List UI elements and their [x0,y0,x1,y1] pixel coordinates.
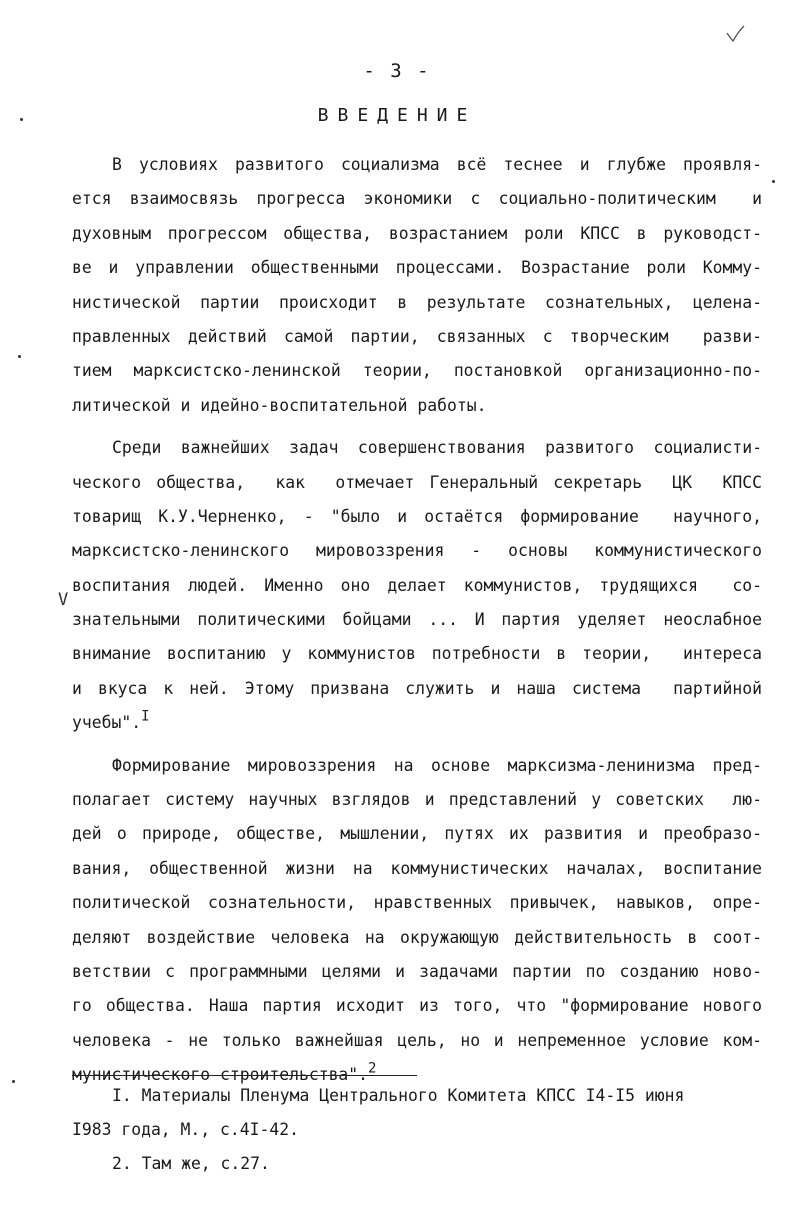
text-line-content: внимание воспитанию у коммунистов потребности в теории, интереса [72,644,762,664]
text-line [72,817,762,851]
text-line [72,569,762,603]
text-line-content: Среди важнейших задач совершенствования развитого социалисти- [112,438,762,458]
text-line-content: учебы". [72,713,142,733]
text-line [72,852,762,886]
text-line-content: воспитания людей. Именно оно делает коммунистов, трудящихся со- [72,575,762,595]
footnote-line: I983 года, М., с.4I-42. [72,1120,299,1139]
text-line-content: деляют воздействие человека на окружающую действительность в соот- [72,927,762,947]
margin-dot [772,180,775,183]
text-line-content: В условиях развитого социализма всё теснее и глубже проявля- [112,155,762,174]
text-line [72,955,762,989]
text-line [72,783,762,817]
margin-dot [12,1080,15,1083]
text-line [72,286,762,320]
text-line-content: вания, общественной жизни на коммунистических началах, воспитание [72,858,762,878]
margin-dot [20,118,23,121]
text-line [72,148,762,182]
text-line-content: дей о природе, обществе, мышлении, путях их развития и преобразо- [72,824,762,844]
text-line-content: ется взаимосвязь прогресса экономики с социально-политическим и [72,189,762,209]
margin-mark: V [58,590,69,610]
paragraph-gap [72,741,762,749]
text-line-content: знательными политическими бойцами ... И партия уделяет неослабное [72,610,762,630]
text-line [72,182,762,216]
text-line-content: духовным прогрессом общества, возрастанием роли КПСС в руководст- [72,223,762,243]
page-title: ВВЕДЕНИЕ [317,105,477,126]
text-line-content: правленных действий самой партии, связанных с творческим разви- [72,326,762,346]
text-line [72,637,762,671]
body-text [72,148,762,1093]
text-line [72,466,762,500]
page-number: - 3 - [363,60,431,82]
text-line-content: литической и идейно-воспитательной работы. [72,395,487,415]
footnote-divider [72,1075,417,1076]
text-line [72,534,762,568]
text-line [72,886,762,920]
text-line-content: нистической партии происходит в результате сознательных, целена- [72,292,762,312]
text-line-content: и вкуса к ней. Этому призвана служить и наша система партийной [72,678,762,698]
text-line-content: человека - не только важнейшая цель, но и непременное условие ком- [72,1030,762,1050]
text-line [72,603,762,637]
checkmark-icon [724,22,746,44]
text-line-content: полагает систему научных взглядов и представлений у советских лю- [72,790,762,810]
text-line [72,672,762,706]
footnote-line: 2. Там же, с.27. [112,1154,270,1173]
text-line [72,706,762,740]
footnote-marker: 2 [368,1060,377,1077]
text-line [72,1024,762,1058]
text-line [72,354,762,388]
text-line [72,251,762,285]
text-line-content: го общества. Наша партия исходит из того, что "формирование нового [72,996,762,1016]
text-line [72,500,762,534]
text-line [72,320,762,354]
text-line [72,749,762,783]
text-line-content: ве и управлении общественными процессами. Возрастание роли Комму- [72,258,762,278]
footnote-marker: I [141,708,150,725]
text-line [72,217,762,251]
footnote-line: I. Материалы Пленума Центрального Комитета КПСС I4-I5 июня [112,1086,685,1105]
text-line-content: товарищ К.У.Черненко, - "было и остаётся формирование научного, [72,506,762,526]
text-line [72,921,762,955]
margin-dot [18,355,21,358]
text-line-content: тием марксистско-ленинской теории, постановкой организационно-по- [72,361,762,381]
text-line-content: ческого общества, как отмечает Генеральный секретарь ЦК КПСС [72,472,762,492]
text-line-content: ветствии с программными целями и задачами партии по созданию ново- [72,961,762,981]
paragraph-gap [72,423,762,431]
text-line-content: марксистско-ленинского мировоззрения - основы коммунистического [72,541,762,561]
text-line-content: Формирование мировоззрения на основе марксизма-ленинизма пред- [112,755,762,775]
footnotes [72,1079,762,1181]
text-line-content: политической сознательности, нравственных привычек, навыков, опре- [72,893,762,913]
text-line [72,989,762,1023]
text-line [72,389,762,423]
text-line-content: мунистического строительства". [72,1065,369,1085]
text-line [72,431,762,465]
